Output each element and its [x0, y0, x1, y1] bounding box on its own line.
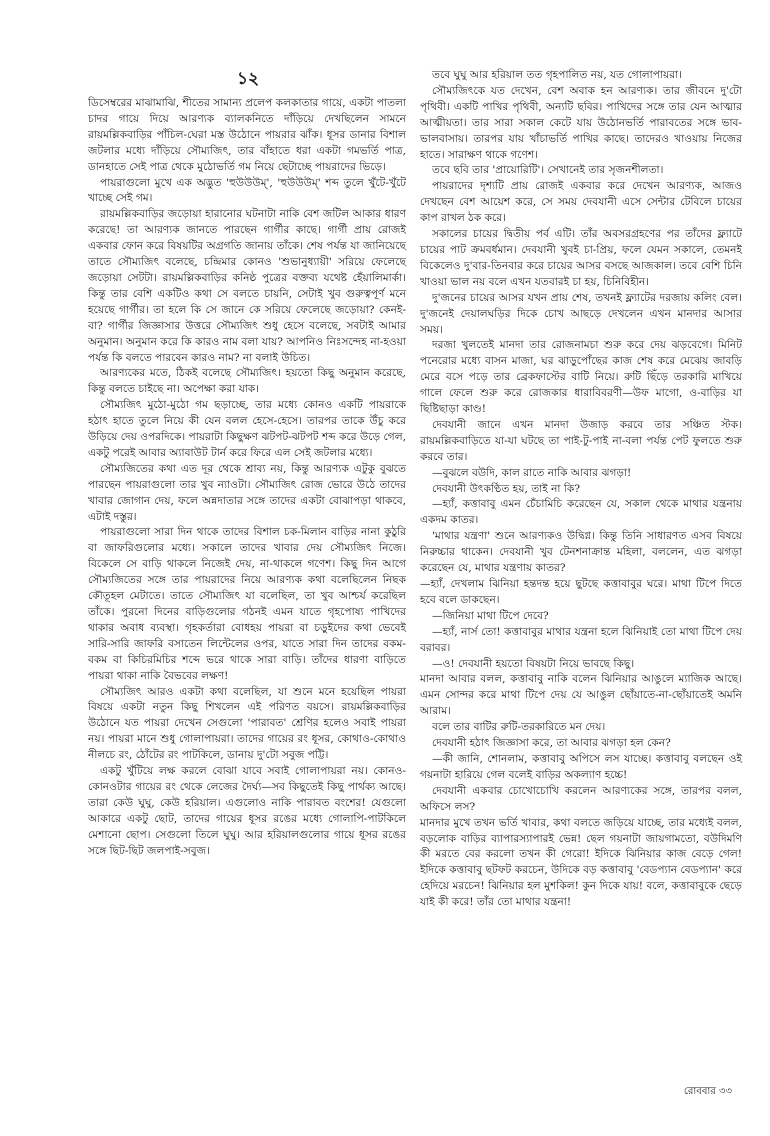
paragraph: সৌম্যজিৎকে যত দেখেন, বেশ অবাক হন আরণ্যক। তার জীবনে দু'টো পৃথিবী। একটি পাখির পৃথিবী, অন্যটি ছবির। পাখিদের সঙ্গে তার যেন আত্মার আত্মীয়তা। তার সারা সকাল কেটে যায় উঠোনভর্তি পারাবতের সঙ্গে ভাব-ভালবাসায়। তারপর যায় খাঁচাভর্তি পাখির কাছে। তাদেরও খাওয়ায় নিজের হাতে। সারাক্ষণ থাকে গণেশ।: [420, 84, 742, 161]
paragraph: তবে ছবি তার 'প্রায়োরিটি'। সেখানেই তার সৃজনশীলতা।: [432, 164, 664, 177]
left-column: [88, 72, 406, 860]
paragraph: পায়রাগুলো সারা দিন থাকে তাদের বিশাল চক-মিলান বাড়ির নানা কুঠুরি বা জাফরিগুলোর মধ্যে। সকালে তাদের খাবার দেয় সৌম্যজিৎ নিজে। বিকেলে সে বাড়ি থাকলে নিজেই দেয়, না-থাকলে গণেশ। কিছু দিন আগে সৌম্যজিতের সঙ্গে তার পায়রাদের নিয়ে আরণ্যক কথা বলেছিলেন নিছক কৌতূহল মেটাতে। তাতে সৌম্যজিৎ যা বলেছিল, তা খুব আশ্চর্য করেছিল তাঁকে। পুরনো দিনের বাড়িগুলোর গঠনই এমন যাতে গৃহপোষ্য পাখিদের থাকার অবাধ ব্যবস্থা। গৃহকর্তারা বোধহয় পায়রা বা চড়ুইদের কথা ভেবেই সারি-সারি জাফরি বসাতেন লিন্টেলের ওপর, যাতে সারা দিন তাদের বকম-বকম বা কিচিরমিচির শব্দে ভরে থাকে সারা বাড়ি। তাঁদের ধারণা বাড়িতে পায়রা থাকা নাকি বৈভবের লক্ষণ!: [88, 526, 406, 682]
paragraph: আরণ্যকের মতে, ঠিকই বলেছে সৌম্যজিৎ। হয়তো কিছু অনুমান করেছে, কিন্তু বলতে চাইছে না। অপেক্ষা করা যাক।: [88, 367, 406, 396]
paragraph: —হ্যাঁ, নার্স তো! কত্তাবাবুর মাথার যন্ত্রনা হলে ঝিনিয়াই তো মাথা টিপে দেয় বরাবর।: [420, 625, 742, 654]
paragraph: —ও! দেবযানী হয়তো বিষয়টা নিয়ে ভাবছে কিছু।: [432, 657, 635, 670]
paragraph: —কী জানি, শোনলাম, কত্তাবাবু অপিসে লস যাচ্ছে। কত্তাবাবু বলছেন ওই গয়নাটা হারিয়ে গেল বলেই বাড়ির অকল্যাণ হচ্চে!: [420, 752, 742, 781]
paragraph: দেবযানী হঠাৎ জিজ্ঞাসা করে, তা আবার ঝগড়া হল কেন?: [432, 737, 671, 750]
paragraph: দেবযানী উৎকণ্ঠিত হয়, তাই না কি?: [432, 482, 580, 495]
paragraph: সৌম্যজিৎ মুঠো-মুঠো গম ছড়াচ্ছে, তার মধ্যে কোনও একটি পায়রাকে হঠাৎ হাতে তুলে নিয়ে কী যেন বলল হেসে-হেসে। তারপর তাকে উঁচু করে উড়িয়ে দেয় ওপরদিকে। পায়রাটা কিছুক্ষণ ঝটপট-ঝটপট শব্দ করে উড়ে গেল, একটু পরেই আবার অ্যাবাউট টার্ন করে ফিরে এল সেই জটলার মধ্যে।: [88, 399, 406, 459]
paragraph: পায়রাগুলো মুখে এক অদ্ভুত 'হুউউউম্', 'হুউউউম্' শব্দ তুলে খুঁটে-খুঁটে খাচ্ছে সেই গম।: [88, 176, 406, 205]
paragraph: দু'জনের চায়ের আসর যখন প্রায় শেষ, তখনই ফ্ল্যাটের দরজায় কলিং বেল। দু'জনেই দেয়ালঘড়ির দিকে চোখ আছড়ে দেখলেন এখন মানদার আসার সময়।: [420, 291, 742, 336]
paragraph: মানদার মুখে তখন ভর্তি খাবার, কথা বলতে জড়িয়ে যাচ্ছে, তার মধ্যেই বলল, বড়লোক বাড়ির ব্যাপারস্যাপারই ভেন্ন! ছেল গয়নাটা জায়গামতো, বউদিমণি কী মরতে বের করলো তখন কী গেরো! ইদিকে ঝিনিয়ার কাজ বেড়ে গেল! ইদিকে কত্তাবাবু ছটফট করচেন, উদিকে বড় কত্তাবাবু 'বেডপ্যান বেডপ্যান' করে হেদিয়ে মরচেন! ঝিনিয়ার হল মুশকিল! কুন দিকে যায়! বলে, কত্তাবাবুকে ছেড়ে যাই কী করে! তাঁর তো মাথার যন্ত্রনা!: [420, 816, 742, 909]
paragraph: বলে তার বাটির রুটি-তরকারিতে মন দেয়।: [432, 721, 606, 734]
paragraph: 'মাথার যন্ত্রণা' শুনে আরণ্যকও উদ্বিগ্ন। কিন্তু তিনি সাধারণত এসব বিষয়ে নিরুচ্চার থাকেন। দেবযানী খুব টেনশনাক্রান্ত মহিলা, বললেন, এত ঝগড়া করেছেন যে, মাথার যন্ত্রণায় কাতর?: [420, 530, 742, 575]
paragraph: —হ্যাঁ, দেখলাম ঝিনিয়া হন্তদন্ত হয়ে ছুটছে কত্তাবাবুর ঘরে। মাথা টিপে দিতে হবে বলে ডাকছেন।: [420, 578, 742, 606]
paragraph: দেবযানী জানে এখন মানদা উজাড় করবে তার সঞ্চিত স্টক। রায়মল্লিকবাড়িতে যা-যা ঘটছে তা পাই-টু-পাই না-বলা পর্যন্ত পেট ফুলতে শুরু করবে তার।: [420, 418, 742, 463]
paragraph: পায়রাদের দৃশ্যটি প্রায় রোজই একবার করে দেখেন আরণ্যক, আজও দেখছেন বেশ আয়েশ করে, সে সময় দেবযানী এসে সেন্টার টেবিলে চায়ের কাপ রাখল ঠক করে।: [420, 180, 742, 225]
paragraph: দরজা খুলতেই মানদা তার রোজনামচা শুরু করে দেয় ঝড়বেগে। মিনিট পনেরোর মধ্যে বাসন মাজা, ঘর ঝাড়ুপোঁছের কাজ শেষ করে মেঝেয় জাবড়ি মেরে বসে পড়ে তার ব্রেকফাস্টের বাটি নিয়ে। রুটি ছিঁড়ে তরকারি মাখিয়ে গালে ফেলে শুরু করে রোজকার ধারাবিবরণী—উফ মাগো, ও-বাড়ির যা ছিষ্টিছাড়া কাণ্ড!: [420, 339, 742, 416]
paragraph: একটু খুঁটিয়ে লক্ষ করলে বোঝা যাবে সবাই গোলাপায়রা নয়। কোনও-কোনওটার গায়ের রং থেকে লেজের দৈর্ঘ্য—সব কিছুতেই কিছু পার্থক্য আছে। তারা কেউ ঘুঘু, কেউ হরিয়াল। এগুলোও নাকি পারাবত বংশের! যেগুলো আকারে একটু ছোট, তাদের গায়ের ধূসর রঙের মধ্যে গোলাপি-পাটকিলে মেশানো ছোপ। সেগুলো তিলে ঘুঘু। আর হরিয়ালগুলোর গায়ে ধূসর রঙের সঙ্গে ছিট-ছিট জলপাই-সবুজ।: [88, 765, 406, 857]
paragraph: ডিসেম্বরের মাঝামাঝি, শীতের সামান্য প্রলেপ কলকাতার গায়ে, একটা পাতলা চাদর গায়ে দিয়ে আরণ্যক ব্যালকনিতে দাঁড়িয়ে দেখছিলেন সামনে রায়মল্লিকবাড়ির পাঁচিল-ঘেরা মস্ত উঠোনে পায়রার ঝাঁক। ধূসর ডানার বিশাল জটলার মধ্যে দাঁড়িয়ে সৌম্যজিৎ, তার বাঁহাতে ধরা একটা গমভর্তি পাত্র, ডানহাতে সেই পাত্র থেকে মুঠোভর্তি গম নিয়ে ছেটাচ্ছে পায়রাদের ভিড়ে।: [88, 97, 406, 173]
paragraph: মানদা আবার বলল, কত্তাবাবু নাকি বলেন ঝিনিয়ার আঙুলে ম্যাজিক আছে। এমন সোন্দর করে মাথা টিপে দেয় যে আঙুল ছোঁয়াতে-না-ছোঁয়াতেই অমনি আরাম।: [420, 673, 742, 718]
paragraph: রায়মল্লিকবাড়ির জড়োয়া হারানোর ঘটনাটা নাকি বেশ জটিল আকার ধারণ করেছে! তা আরণ্যক জানতে পারছেন গার্গীর কাছে। গার্গী প্রায় রোজই একবার ফোন করে বিষয়টির অগ্রগতি জানায় তাঁকে। শেষ পর্যন্ত যা জানিয়েছে তাতে সৌম্যজিৎ বলেছে, চন্দ্রিমার কোনও 'শুভানুধ্যায়ী' সরিয়ে ফেলেছে জড়োয়া সেটটা। রায়মল্লিকবাড়ির কনিষ্ঠ পুত্রের বক্তব্য যথেষ্ট হেঁয়ালিমার্কা। কিন্তু তার বেশি একটিও কথা সে বলতে চায়নি, সেটাই খুব গুরুত্বপূর্ণ মনে হয়েছে গার্গীর। তা হলে কি সে জানে কে সরিয়ে ফেলেছে জড়োয়া? কেনই-বা? গার্গীর জিজ্ঞাসার উত্তরে সৌম্যজিৎ শুধু হেসে বলেছে, সবটাই আমার অনুমান। অনুমান করে কি কারও নাম বলা যায়? আপনিও নিঃসন্দেহ না-হওয়া পর্যন্ত কি বলতে পারবেন কারও নাম? না বলাই উচিত।: [88, 208, 406, 364]
paragraph: —হ্যাঁ, কত্তাবাবু এমন চেঁচামিচি করেছেন যে, সকাল থেকে মাথার যন্ত্রনায় একদম কাতর।: [420, 498, 742, 527]
paragraph: —বুঝলে বউদি, কাল রাতে নাকি আবার ঝগড়া!: [432, 466, 632, 479]
paragraph: সৌম্যজিৎ আরও একটা কথা বলেছিল, যা শুনে মনে হয়েছিল পায়রা বিষয়ে একটা নতুন কিছু শিখলেন এই পরিণত বয়সে। রায়মল্লিকবাড়ির উঠোনে যত পায়রা দেখেন সেগুলো 'পারাবত' শ্রেণির হলেও সবাই পায়রা নয়। পায়রা মানে শুধু গোলাপায়রা। তাদের গায়ের রং ধূসর, কোথাও-কোথাও নীলচে রং, ঠোঁটের রং পাটকিলে, ডানায় দু'টো সবুজ পট্টি।: [88, 685, 406, 762]
paragraph: সকালের চায়ের দ্বিতীয় পর্ব এটি। তাঁর অবসরগ্রহণের পর তাঁদের ফ্ল্যাটে চায়ের পাট ক্রমবর্ধমান। দেবযানী খুবই চা-প্রিয়, ফলে যেমন সকালে, তেমনই বিকেলেও দু'বার-তিনবার করে চায়ের আসর বসছে আজকাল। তবে বেশি চিনি খাওয়া ভাল নয় বলে এখন যতবারই চা হয়, চিনিবিহীন।: [420, 228, 742, 288]
paragraph: সৌম্যজিতের কথা এত দূর থেকে শ্রাব্য নয়, কিন্তু আরণ্যক এটুকু বুঝতে পারছেন পায়রাগুলো তার খুব ন্যাওটা। সৌম্যজিৎ রোজ ভোরে উঠে তাদের খাবার জোগান দেয়, ফলে অন্নদাতার সঙ্গে তাদের একটা বোঝাপড়া থাকবে, এটাই দস্তুর।: [88, 462, 406, 523]
right-column: [420, 68, 742, 911]
chapter-number: ১২: [236, 69, 260, 89]
paragraph: —জিনিয়া মাথা টিপে দেবে?: [432, 609, 549, 622]
paragraph: দেবযানী একবার চোখোচোখি করলেন আরণ্যকের সঙ্গে, তারপর বলল, অফিসে লস?: [420, 784, 742, 813]
paragraph: তবে ঘুঘু আর হরিয়াল তত গৃহপালিত নয়, যত গোলাপায়রা।: [432, 69, 682, 81]
page-footer: রোববার ৩৩: [683, 1086, 732, 1097]
